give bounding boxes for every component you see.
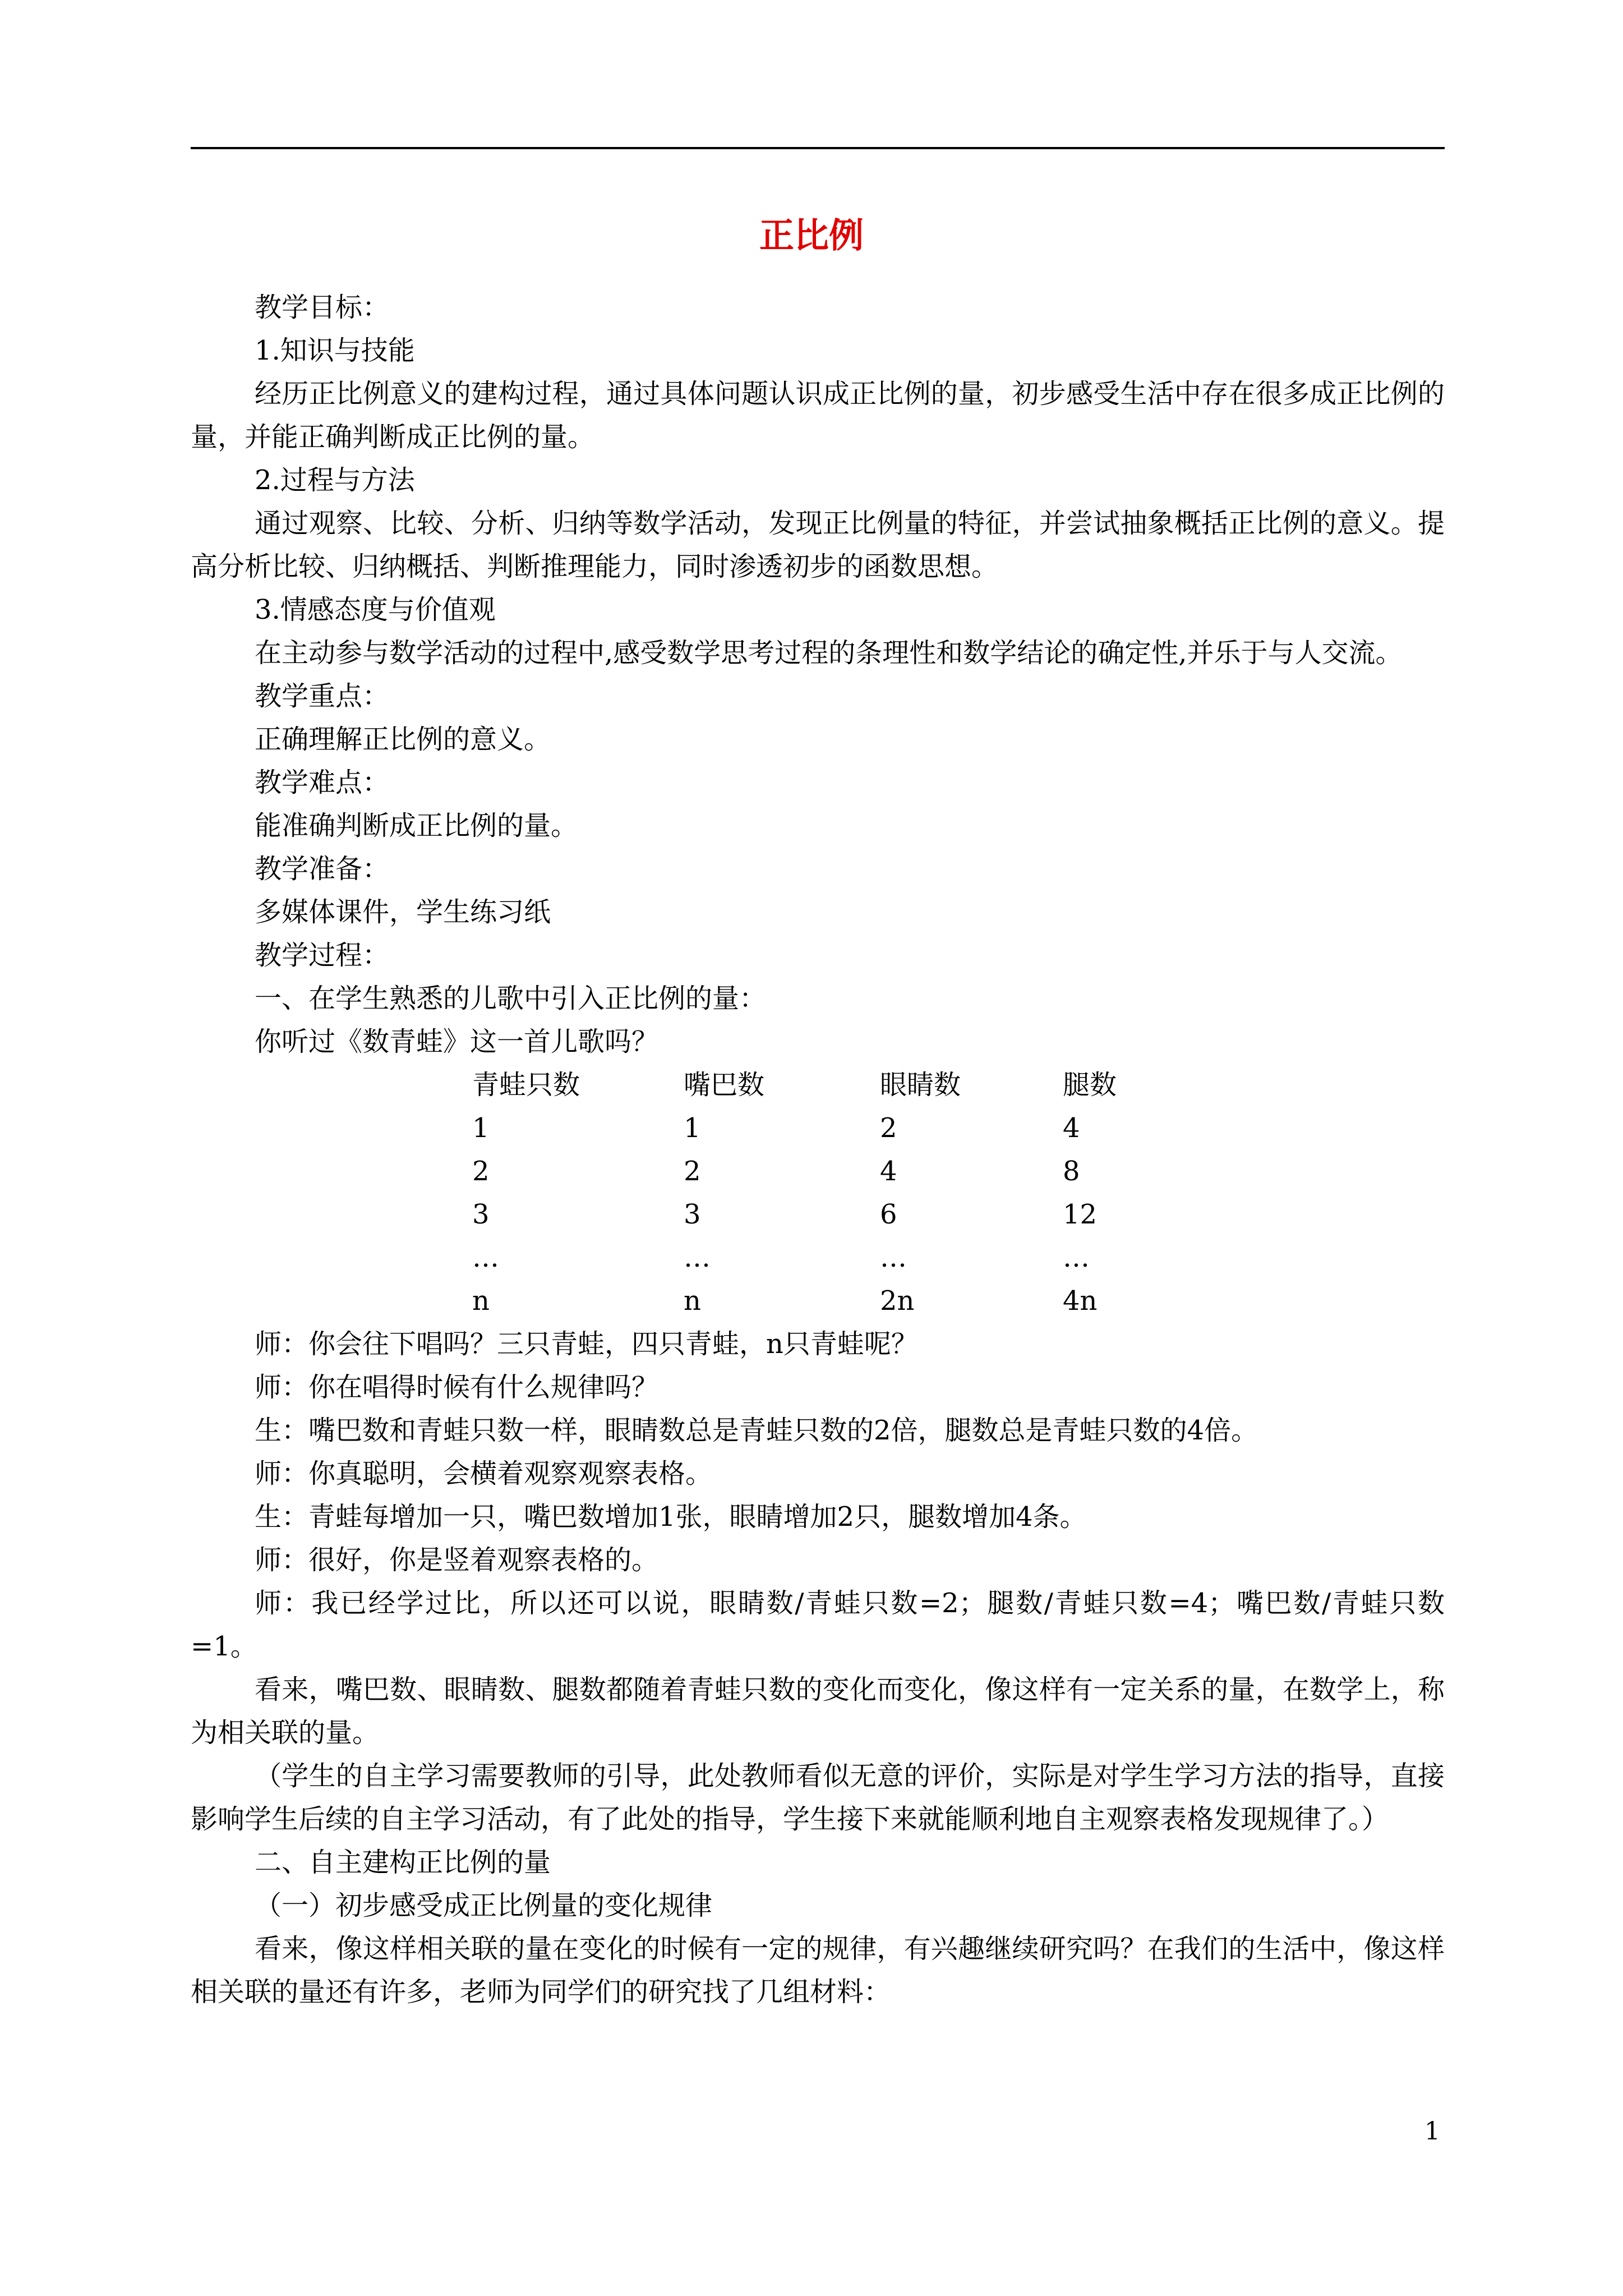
table-row [472,1107,1175,1150]
paragraph: 教学准备： [255,853,390,885]
table-cell: 1 [684,1112,701,1144]
paragraph: （一）初步感受成正比例量的变化规律 [255,1890,713,1921]
table-cell: 3 [684,1199,701,1230]
table-cell: 2n [880,1285,915,1317]
table-cell: 1 [472,1112,490,1144]
document-title: 正比例 [759,215,864,256]
table-cell: 12 [1063,1199,1098,1230]
table-cell: … [1063,1242,1090,1273]
table-row [472,1193,1175,1236]
table-row [472,1236,1175,1280]
paragraph: 师：很好，你是竖着观察表格的。 [255,1544,659,1576]
header-rule [191,147,1445,149]
column-header: 腿数 [1063,1069,1117,1101]
paragraph: 在主动参与数学活动的过程中,感受数学思考过程的条理性和数学结论的确定性,并乐于与人交流。 [255,637,1403,669]
column-header: 嘴巴数 [684,1069,765,1101]
paragraph: 2.过程与方法 [255,464,415,496]
table-cell: n [472,1285,490,1317]
frog-count-table [472,1064,1175,1323]
table-cell: 3 [472,1199,490,1230]
paragraph: 看来，像这样相关联的量在变化的时候有一定的规律，有兴趣继续研究吗？在我们的生活中，像这样相关联的量还有许多，老师为同学们的研究找了几组材料： [191,1933,1445,2008]
paragraph: 一、在学生熟悉的儿歌中引入正比例的量： [255,983,767,1014]
table-cell: 2 [880,1112,897,1144]
table-cell: 4 [1063,1112,1080,1144]
paragraph: 正确理解正比例的意义。 [255,724,551,755]
paragraph: 教学难点： [255,767,390,798]
paragraph: 看来，嘴巴数、眼睛数、腿数都随着青蛙只数的变化而变化，像这样有一定关系的量，在数学上，称为相关联的量。 [191,1674,1445,1749]
table-row [472,1280,1175,1323]
paragraph: 你听过《数青蛙》这一首儿歌吗？ [255,1026,659,1057]
paragraph: 教学重点： [255,680,390,712]
paragraph: 通过观察、比较、分析、归纳等数学活动，发现正比例量的特征，并尝试抽象概括正比例的意义。提高分析比较、归纳概括、判断推理能力，同时渗透初步的函数思想。 [191,508,1445,582]
table-cell: 4 [880,1156,897,1187]
table-cell: 6 [880,1199,897,1230]
column-header: 青蛙只数 [472,1069,580,1101]
table-cell: … [472,1242,499,1273]
paragraph: 1.知识与技能 [255,335,415,366]
table-cell: 4n [1063,1285,1098,1317]
table-cell: 2 [684,1156,701,1187]
table-cell: n [684,1285,701,1317]
table-cell: … [880,1242,907,1273]
paragraph: 师：你真聪明，会横着观察观察表格。 [255,1458,713,1489]
table-cell: 2 [472,1156,490,1187]
paragraph: 能准确判断成正比例的量。 [255,810,578,841]
document-body [191,286,1445,2014]
paragraph: （学生的自主学习需要教师的引导，此处教师看似无意的评价，实际是对学生学习方法的指导，直接影响学生后续的自主学习活动，有了此处的指导，学生接下来就能顺利地自主观察表格发现规律了。） [191,1760,1445,1835]
table-cell: 8 [1063,1156,1080,1187]
paragraph: 经历正比例意义的建构过程，通过具体问题认识成正比例的量，初步感受生活中存在很多成正比例的量，并能正确判断成正比例的量。 [191,378,1445,453]
paragraph: 生：嘴巴数和青蛙只数一样，眼睛数总是青蛙只数的2倍，腿数总是青蛙只数的4倍。 [255,1415,1258,1446]
table-cell: … [684,1242,711,1273]
table-header-row [472,1064,1175,1107]
paragraph: 多媒体课件，学生练习纸 [255,896,551,928]
page-number: 1 [1424,2117,1440,2146]
paragraph: 3.情感态度与价值观 [255,594,496,625]
table-row [472,1150,1175,1193]
paragraph: 教学目标： [255,292,390,323]
paragraph: 师：你在唱得时候有什么规律吗？ [255,1372,659,1403]
paragraph: 师：你会往下唱吗？三只青蛙，四只青蛙，n只青蛙呢？ [255,1328,918,1360]
column-header: 眼睛数 [880,1069,961,1101]
paragraph: 二、自主建构正比例的量 [255,1847,551,1878]
paragraph: 教学过程： [255,940,390,971]
paragraph: 师：我已经学过比，所以还可以说，眼睛数/青蛙只数=2；腿数/青蛙只数=4；嘴巴数/青蛙只数=1。 [191,1588,1445,1662]
paragraph: 生：青蛙每增加一只，嘴巴数增加1张，眼睛增加2只，腿数增加4条。 [255,1501,1087,1533]
